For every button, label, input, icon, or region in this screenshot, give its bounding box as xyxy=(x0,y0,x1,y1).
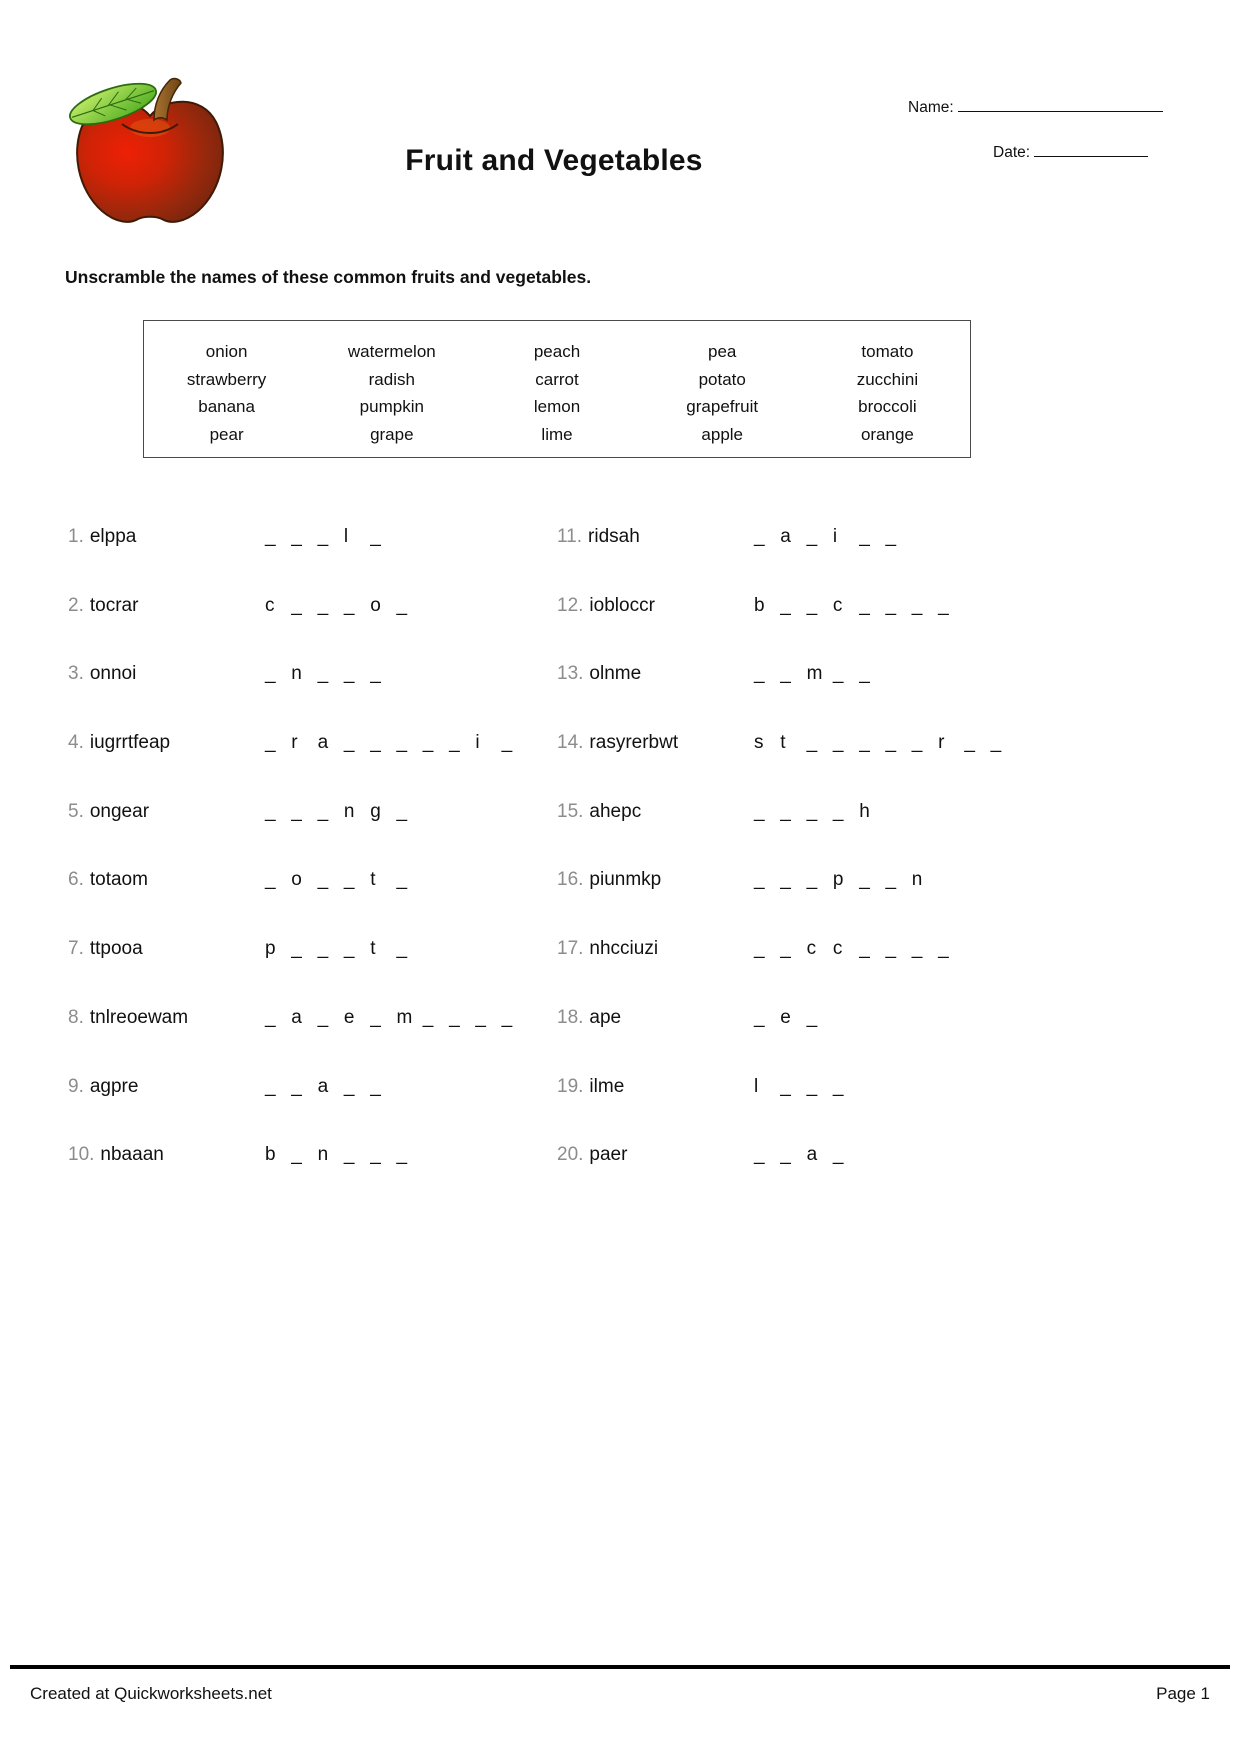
instruction-text: Unscramble the names of these common fruits and vegetables. xyxy=(65,267,592,287)
answer-pattern xyxy=(265,1076,396,1098)
hint-letter: i xyxy=(832,526,838,547)
question-number: 18. xyxy=(557,1006,584,1028)
scrambled-word: piunmkp xyxy=(589,869,662,891)
blank-slot: _ xyxy=(343,869,355,891)
question-number: 4. xyxy=(68,732,84,754)
hint-letter: p xyxy=(265,938,276,960)
question-number: 10. xyxy=(68,1144,95,1166)
blank-slot: _ xyxy=(396,732,408,754)
blank-slot: _ xyxy=(291,800,302,822)
answer-pattern xyxy=(754,663,885,685)
hint-letter: n xyxy=(291,663,302,685)
blank-slot: _ xyxy=(265,1006,276,1028)
blank-slot: _ xyxy=(754,869,765,891)
scrambled-word: ilme xyxy=(589,1075,625,1097)
answer-pattern xyxy=(265,938,423,960)
blank-slot: _ xyxy=(396,869,408,891)
hint-letter: a xyxy=(291,1006,302,1028)
question-row xyxy=(557,858,1047,927)
blank-slot: _ xyxy=(885,938,897,960)
scrambled-word: tnlreoewam xyxy=(89,1006,189,1028)
question-row xyxy=(557,927,1047,996)
word-bank-word: zucchini xyxy=(856,369,919,389)
word-bank-column xyxy=(474,338,639,457)
question-row xyxy=(68,584,558,653)
scrambled-word: elppa xyxy=(89,526,137,547)
scrambled-word: iugrrtfeap xyxy=(89,732,171,754)
question-number: 5. xyxy=(68,800,84,822)
blank-slot: _ xyxy=(449,1006,460,1028)
hint-letter: m xyxy=(396,1006,413,1028)
blank-slot: _ xyxy=(754,526,765,547)
blank-slot: _ xyxy=(291,594,302,616)
blank-slot: _ xyxy=(370,526,381,547)
question-row xyxy=(68,996,558,1065)
answer-pattern xyxy=(754,801,885,823)
word-bank-word: carrot xyxy=(535,369,579,389)
scrambled-word: onnoi xyxy=(89,663,137,685)
hint-letter: h xyxy=(859,800,870,822)
hint-letter: o xyxy=(370,594,381,616)
scrambled-word: agpre xyxy=(89,1075,139,1097)
blank-slot: _ xyxy=(885,526,897,547)
blank-slot: _ xyxy=(396,800,408,822)
blank-slot: _ xyxy=(780,663,791,685)
blank-slot: _ xyxy=(449,732,460,754)
word-bank-word: apple xyxy=(701,424,744,444)
blank-slot: _ xyxy=(859,663,870,685)
word-bank-word: orange xyxy=(860,424,914,444)
hint-letter: l xyxy=(343,526,349,547)
blank-slot: _ xyxy=(396,594,408,616)
scrambled-word: paer xyxy=(589,1144,628,1166)
hint-letter: r xyxy=(938,732,945,754)
question-row xyxy=(557,790,1047,859)
question-row xyxy=(557,584,1047,653)
scrambled-word: ridsah xyxy=(588,526,640,547)
blank-slot: _ xyxy=(422,1006,434,1028)
hint-letter: s xyxy=(754,732,764,754)
blank-slot: _ xyxy=(343,1144,355,1166)
question-number: 2. xyxy=(68,594,84,616)
scrambled-word: tocrar xyxy=(89,594,139,616)
blank-slot: _ xyxy=(317,526,329,547)
scrambled-word: nbaaan xyxy=(100,1144,164,1166)
blank-slot: _ xyxy=(754,1144,765,1166)
blank-slot: _ xyxy=(754,663,765,685)
word-bank-word: banana xyxy=(198,397,255,417)
word-bank-word: tomato xyxy=(861,342,914,361)
blank-slot: _ xyxy=(885,732,897,754)
hint-letter: t xyxy=(780,732,786,754)
hint-letter: a xyxy=(317,1075,329,1097)
question-row xyxy=(68,927,558,996)
answer-pattern xyxy=(754,1007,833,1029)
hint-letter: n xyxy=(343,800,355,822)
answer-pattern xyxy=(754,732,1017,754)
blank-slot: _ xyxy=(885,594,897,616)
hint-letter: c xyxy=(832,594,843,616)
blank-slot: _ xyxy=(938,594,949,616)
word-bank-word: onion xyxy=(205,342,248,361)
blank-slot: _ xyxy=(370,1006,381,1028)
question-row xyxy=(68,790,558,859)
hint-letter: c xyxy=(265,594,275,616)
hint-letter: e xyxy=(343,1006,355,1028)
hint-letter: i xyxy=(475,732,480,754)
blank-slot: _ xyxy=(885,869,897,891)
question-number: 14. xyxy=(557,732,584,754)
hint-letter: t xyxy=(370,938,376,960)
date-label: Date: xyxy=(993,144,1031,161)
blank-slot: _ xyxy=(832,800,844,822)
hint-letter: a xyxy=(317,732,329,754)
question-number: 15. xyxy=(557,800,584,822)
blank-slot: _ xyxy=(265,526,276,547)
blank-slot: _ xyxy=(396,1144,408,1166)
word-bank-word: pea xyxy=(708,342,737,361)
question-number: 7. xyxy=(68,938,84,960)
word-bank-column xyxy=(309,338,474,457)
hint-letter: b xyxy=(754,594,765,616)
footer xyxy=(30,1684,1210,1704)
name-label: Name: xyxy=(908,99,954,116)
hint-letter: p xyxy=(832,869,844,891)
answer-pattern xyxy=(754,526,912,548)
blank-slot: _ xyxy=(265,1075,276,1097)
answer-pattern xyxy=(754,938,964,960)
hint-letter: e xyxy=(780,1006,791,1028)
blank-slot: _ xyxy=(265,800,276,822)
question-number: 12. xyxy=(557,594,584,616)
answer-pattern xyxy=(754,1076,859,1098)
blank-slot: _ xyxy=(859,869,870,891)
blank-slot: _ xyxy=(806,1075,818,1097)
blank-slot: _ xyxy=(806,594,818,616)
question-number: 8. xyxy=(68,1006,84,1028)
answer-pattern xyxy=(265,1007,528,1029)
blank-slot: _ xyxy=(780,869,791,891)
scrambled-word: ahepc xyxy=(589,800,642,822)
answer-pattern xyxy=(265,869,423,891)
blank-slot: _ xyxy=(343,732,355,754)
blank-slot: _ xyxy=(806,869,818,891)
question-number: 3. xyxy=(68,663,84,685)
blank-slot: _ xyxy=(291,526,302,547)
question-row xyxy=(557,515,1047,584)
blank-slot: _ xyxy=(806,800,818,822)
blank-slot: _ xyxy=(832,732,844,754)
word-bank-column xyxy=(144,338,309,457)
answer-pattern xyxy=(754,595,964,617)
word-bank-word: grape xyxy=(370,424,414,444)
blank-slot: _ xyxy=(343,663,355,685)
word-bank-word: broccoli xyxy=(858,397,917,417)
blank-slot: _ xyxy=(780,938,791,960)
blank-slot: _ xyxy=(343,938,355,960)
word-bank-word: watermelon xyxy=(347,342,436,361)
blank-slot: _ xyxy=(317,594,329,616)
questions-column-left xyxy=(68,515,558,1202)
hint-letter: a xyxy=(780,526,791,547)
blank-slot: _ xyxy=(501,732,513,754)
question-row xyxy=(68,1065,558,1134)
scrambled-word: ttpooa xyxy=(89,938,143,960)
question-number: 20. xyxy=(557,1144,584,1166)
question-number: 9. xyxy=(68,1075,84,1097)
word-bank-word: pumpkin xyxy=(359,397,424,417)
question-row xyxy=(557,721,1047,790)
name-blank-line xyxy=(958,98,1163,112)
blank-slot: _ xyxy=(370,1075,381,1097)
blank-slot: _ xyxy=(265,663,276,685)
blank-slot: _ xyxy=(754,1006,765,1028)
blank-slot: _ xyxy=(754,800,765,822)
blank-slot: _ xyxy=(911,594,923,616)
blank-slot: _ xyxy=(317,938,329,960)
blank-slot: _ xyxy=(265,869,276,891)
blank-slot: _ xyxy=(317,663,329,685)
blank-slot: _ xyxy=(859,526,870,547)
hint-letter: r xyxy=(291,732,298,754)
question-number: 16. xyxy=(557,869,584,891)
word-bank-box xyxy=(143,320,971,458)
blank-slot: _ xyxy=(859,594,870,616)
answer-pattern xyxy=(754,869,938,891)
blank-slot: _ xyxy=(396,938,408,960)
scrambled-word: olnme xyxy=(589,663,642,685)
hint-letter: c xyxy=(806,938,817,960)
hint-letter: g xyxy=(370,800,381,822)
question-row xyxy=(68,721,558,790)
question-number: 1. xyxy=(68,526,84,547)
blank-slot: _ xyxy=(964,732,975,754)
blank-slot: _ xyxy=(911,732,923,754)
question-row xyxy=(68,858,558,927)
blank-slot: _ xyxy=(422,732,434,754)
hint-letter: m xyxy=(806,663,823,685)
hint-letter: l xyxy=(754,1075,759,1097)
hint-letter: n xyxy=(911,869,923,891)
question-row xyxy=(557,1065,1047,1134)
word-bank-word: grapefruit xyxy=(686,397,759,417)
word-bank-word: pear xyxy=(209,424,244,444)
answer-pattern xyxy=(265,801,423,823)
hint-letter: o xyxy=(291,869,302,891)
blank-slot: _ xyxy=(806,732,818,754)
blank-slot: _ xyxy=(317,869,329,891)
blank-slot: _ xyxy=(832,1075,844,1097)
footer-page-number: Page 1 xyxy=(1156,1684,1210,1703)
blank-slot: _ xyxy=(317,1006,329,1028)
word-bank-column xyxy=(640,338,805,457)
blank-slot: _ xyxy=(780,1075,791,1097)
blank-slot: _ xyxy=(291,938,302,960)
questions-column-right xyxy=(557,515,1047,1202)
name-field-row xyxy=(908,98,1163,117)
blank-slot: _ xyxy=(832,663,844,685)
blank-slot: _ xyxy=(291,1144,302,1166)
word-bank-word: potato xyxy=(698,369,746,389)
blank-slot: _ xyxy=(370,732,381,754)
hint-letter: n xyxy=(317,1144,329,1166)
answer-pattern xyxy=(265,1144,423,1166)
footer-credit: Created at Quickworksheets.net xyxy=(30,1684,272,1703)
question-number: 19. xyxy=(557,1075,584,1097)
blank-slot: _ xyxy=(780,594,791,616)
blank-slot: _ xyxy=(990,732,1002,754)
blank-slot: _ xyxy=(754,938,765,960)
hint-letter: c xyxy=(832,938,843,960)
blank-slot: _ xyxy=(911,938,923,960)
blank-slot: _ xyxy=(859,938,870,960)
blank-slot: _ xyxy=(832,1144,844,1166)
question-row xyxy=(68,652,558,721)
word-bank-column xyxy=(805,338,970,457)
question-number: 13. xyxy=(557,663,584,685)
blank-slot: _ xyxy=(291,1075,302,1097)
answer-pattern xyxy=(754,1144,859,1166)
blank-slot: _ xyxy=(806,526,818,547)
word-bank-word: strawberry xyxy=(186,369,267,389)
scrambled-word: ongear xyxy=(89,800,150,822)
word-bank-word: radish xyxy=(368,369,415,389)
footer-divider xyxy=(10,1665,1230,1669)
blank-slot: _ xyxy=(317,800,329,822)
blank-slot: _ xyxy=(370,1144,381,1166)
question-number: 6. xyxy=(68,869,84,891)
scrambled-word: ape xyxy=(589,1006,622,1028)
blank-slot: _ xyxy=(265,732,276,754)
question-number: 11. xyxy=(557,526,583,547)
question-row xyxy=(68,515,558,584)
page-title: Fruit and Vegetables xyxy=(405,144,703,177)
answer-pattern xyxy=(265,663,396,685)
answer-pattern xyxy=(265,526,396,548)
scrambled-word: iobloccr xyxy=(589,594,655,616)
blank-slot: _ xyxy=(780,800,791,822)
blank-slot: _ xyxy=(859,732,870,754)
blank-slot: _ xyxy=(501,1006,513,1028)
hint-letter: a xyxy=(806,1144,818,1166)
blank-slot: _ xyxy=(475,1006,486,1028)
hint-letter: t xyxy=(370,869,376,891)
question-row xyxy=(557,652,1047,721)
question-row xyxy=(68,1133,558,1202)
blank-slot: _ xyxy=(343,594,355,616)
scrambled-word: nhcciuzi xyxy=(589,938,659,960)
word-bank-word: peach xyxy=(533,342,581,361)
blank-slot: _ xyxy=(938,938,949,960)
hint-letter: b xyxy=(265,1144,276,1166)
word-bank-word: lime xyxy=(541,424,573,444)
blank-slot: _ xyxy=(370,663,381,685)
answer-pattern xyxy=(265,595,423,617)
blank-slot: _ xyxy=(806,1006,818,1028)
question-row xyxy=(557,1133,1047,1202)
blank-slot: _ xyxy=(780,1144,791,1166)
blank-slot: _ xyxy=(343,1075,355,1097)
word-bank-word: lemon xyxy=(533,397,581,417)
question-number: 17. xyxy=(557,938,584,960)
scrambled-word: totaom xyxy=(89,869,148,891)
answer-pattern xyxy=(265,732,528,754)
question-row xyxy=(557,996,1047,1065)
scrambled-word: rasyrerbwt xyxy=(589,732,679,754)
